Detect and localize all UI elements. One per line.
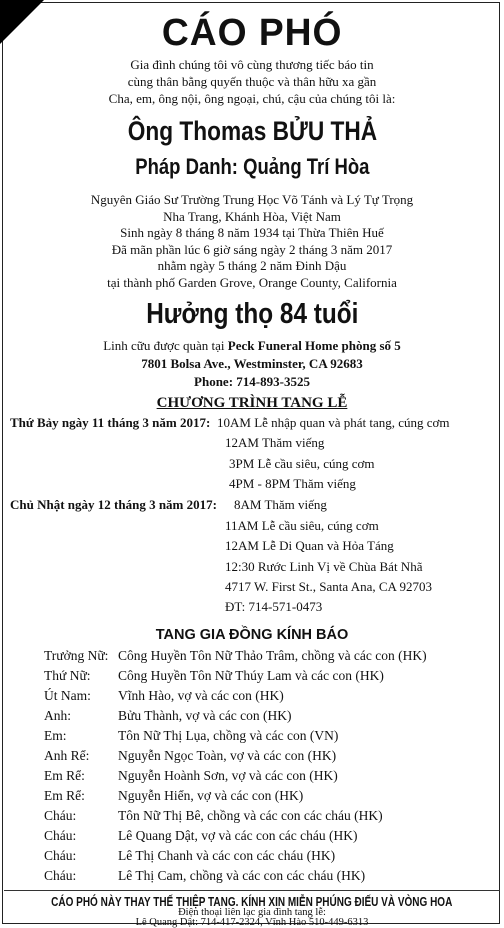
- deceased-name: Ông Thomas BỬU THẢ: [127, 116, 377, 146]
- family-names: Tôn Nữ Thị Bê, chồng và các con các cháu (HK): [118, 808, 383, 823]
- dharma-name-wrap: [0, 154, 504, 180]
- age-heading: Hưởng thọ 84 tuổi: [145, 298, 359, 330]
- family-names: Tôn Nữ Thị Lụa, chồng và các con (VN): [118, 728, 339, 743]
- family-names: Công Huyền Tôn Nữ Thảo Trâm, chồng và các con (HK): [118, 648, 427, 663]
- separator-rule: [4, 890, 500, 891]
- program-heading: CHƯƠNG TRÌNH TANG LỄ: [156, 395, 348, 411]
- family-role: Cháu:: [44, 848, 77, 863]
- viewing-venue: Peck Funeral Home phòng số 5: [227, 338, 401, 353]
- family-heading: TANG GIA ĐỒNG KÍNH BÁO: [155, 627, 349, 643]
- bio-line: Nguyên Giáo Sư Trường Trung Học Võ Tánh và Lý Tự Trọng: [90, 192, 414, 207]
- age-wrap: [0, 298, 504, 331]
- bio-line: Sinh ngày 8 tháng 8 năm 1934 tại Thừa Thiên Huế: [120, 225, 384, 240]
- viewing-address: 7801 Bolsa Ave., Westminster, CA 92683: [141, 356, 363, 371]
- family-role: Cháu:: [44, 828, 77, 843]
- intro-line: cùng thân bằng quyến thuộc và thân hữu xa gần: [127, 74, 377, 89]
- viewing-location: [0, 337, 504, 355]
- family-names: Vĩnh Hào, vợ và các con (HK): [118, 688, 284, 703]
- bio-line: Nha Trang, Khánh Hòa, Việt Nam: [163, 208, 341, 224]
- family-names: Lê Thị Cam, chồng và các con các cháu (HK): [118, 868, 366, 883]
- obituary-title: CÁO PHÓ: [161, 12, 343, 54]
- family-role: Cháu:: [44, 808, 77, 823]
- family-role: Em Rể:: [44, 768, 85, 783]
- day2-label: Chủ Nhật ngày 12 tháng 3 năm 2017:: [10, 497, 217, 512]
- program-heading-wrap: [0, 394, 504, 412]
- day2-item: 11AM Lễ cầu siêu, cúng cơm: [225, 518, 379, 533]
- day2-item: ĐT: 714-571-0473: [225, 599, 323, 614]
- family-role: Út Nam:: [44, 688, 91, 703]
- day1-item: 10AM Lễ nhập quan và phát tang, cúng cơm: [217, 415, 450, 430]
- day2-item: 12:30 Rước Linh Vị về Chùa Bát Nhã: [225, 559, 423, 574]
- family-names: Nguyễn Hoành Sơn, vợ và các con (HK): [118, 768, 338, 783]
- bio-block: [0, 192, 504, 291]
- contact-block: [0, 908, 504, 928]
- family-role: Thứ Nữ:: [44, 668, 91, 683]
- family-names: Bửu Thành, vợ và các con (HK): [118, 708, 292, 723]
- day1-item: 12AM Thăm viếng: [225, 435, 325, 450]
- family-role: Cháu:: [44, 868, 77, 883]
- family-names: Nguyễn Hiển, vợ và các con (HK): [118, 788, 304, 803]
- notice-text: CÁO PHÓ NÀY THAY THẾ THIỆP TANG. KÍNH XIN MIỄN PHÚNG ĐIẾU VÀ VÒNG HOA: [51, 895, 453, 909]
- day1-item: 4PM - 8PM Thăm viếng: [229, 476, 356, 491]
- day2-item: 4717 W. First St., Santa Ana, CA 92703: [225, 579, 432, 594]
- contact-label: Điện thoại liên lạc gia đình tang lễ:: [178, 907, 326, 918]
- viewing-prefix: Linh cữu được quàn tại: [103, 338, 228, 353]
- viewing-phone: Phone: 714-893-3525: [194, 374, 310, 389]
- obituary-title-wrap: [0, 12, 504, 55]
- family-role: Trưởng Nữ:: [44, 648, 109, 663]
- viewing-block: [0, 337, 504, 391]
- intro-block: [0, 56, 504, 107]
- bio-line: tại thành phố Garden Grove, Orange County, California: [107, 274, 397, 290]
- day1-label: Thứ Bảy ngày 11 tháng 3 năm 2017:: [10, 415, 211, 430]
- day1-item: 3PM Lễ cầu siêu, cúng cơm: [229, 456, 375, 471]
- family-role: Anh:: [44, 708, 71, 723]
- family-names: Lê Quang Dật, vợ và các con các cháu (HK): [118, 828, 358, 843]
- family-names: Nguyễn Ngọc Toàn, vợ và các con (HK): [118, 748, 337, 763]
- contact-numbers: Lê Quang Dật: 714-417-2324, Vĩnh Hào 510-449-6313: [135, 917, 369, 928]
- intro-line: Gia đình chúng tôi vô cùng thương tiếc báo tin: [130, 57, 374, 72]
- family-role: Anh Rể:: [44, 748, 90, 763]
- dharma-name: Pháp Danh: Quảng Trí Hòa: [134, 154, 370, 179]
- day2-item: 12AM Lễ Di Quan và Hỏa Táng: [225, 538, 394, 553]
- deceased-name-wrap: [0, 116, 504, 147]
- family-role: Em Rể:: [44, 788, 85, 803]
- family-names: Lê Thị Chanh và các con các cháu (HK): [118, 848, 336, 863]
- family-role: Em:: [44, 728, 67, 743]
- intro-line: Cha, em, ông nội, ông ngoại, chú, cậu của chúng tôi là:: [108, 91, 396, 106]
- family-heading-wrap: [0, 626, 504, 644]
- bio-line: nhằm ngày 5 tháng 2 năm Đinh Dậu: [157, 258, 347, 273]
- day2-item: 8AM Thăm viếng: [234, 497, 327, 512]
- bio-line: Đã mãn phần lúc 6 giờ sáng ngày 2 tháng 3 năm 2017: [111, 241, 393, 257]
- family-names: Công Huyền Tôn Nữ Thúy Lam và các con (HK): [118, 668, 384, 683]
